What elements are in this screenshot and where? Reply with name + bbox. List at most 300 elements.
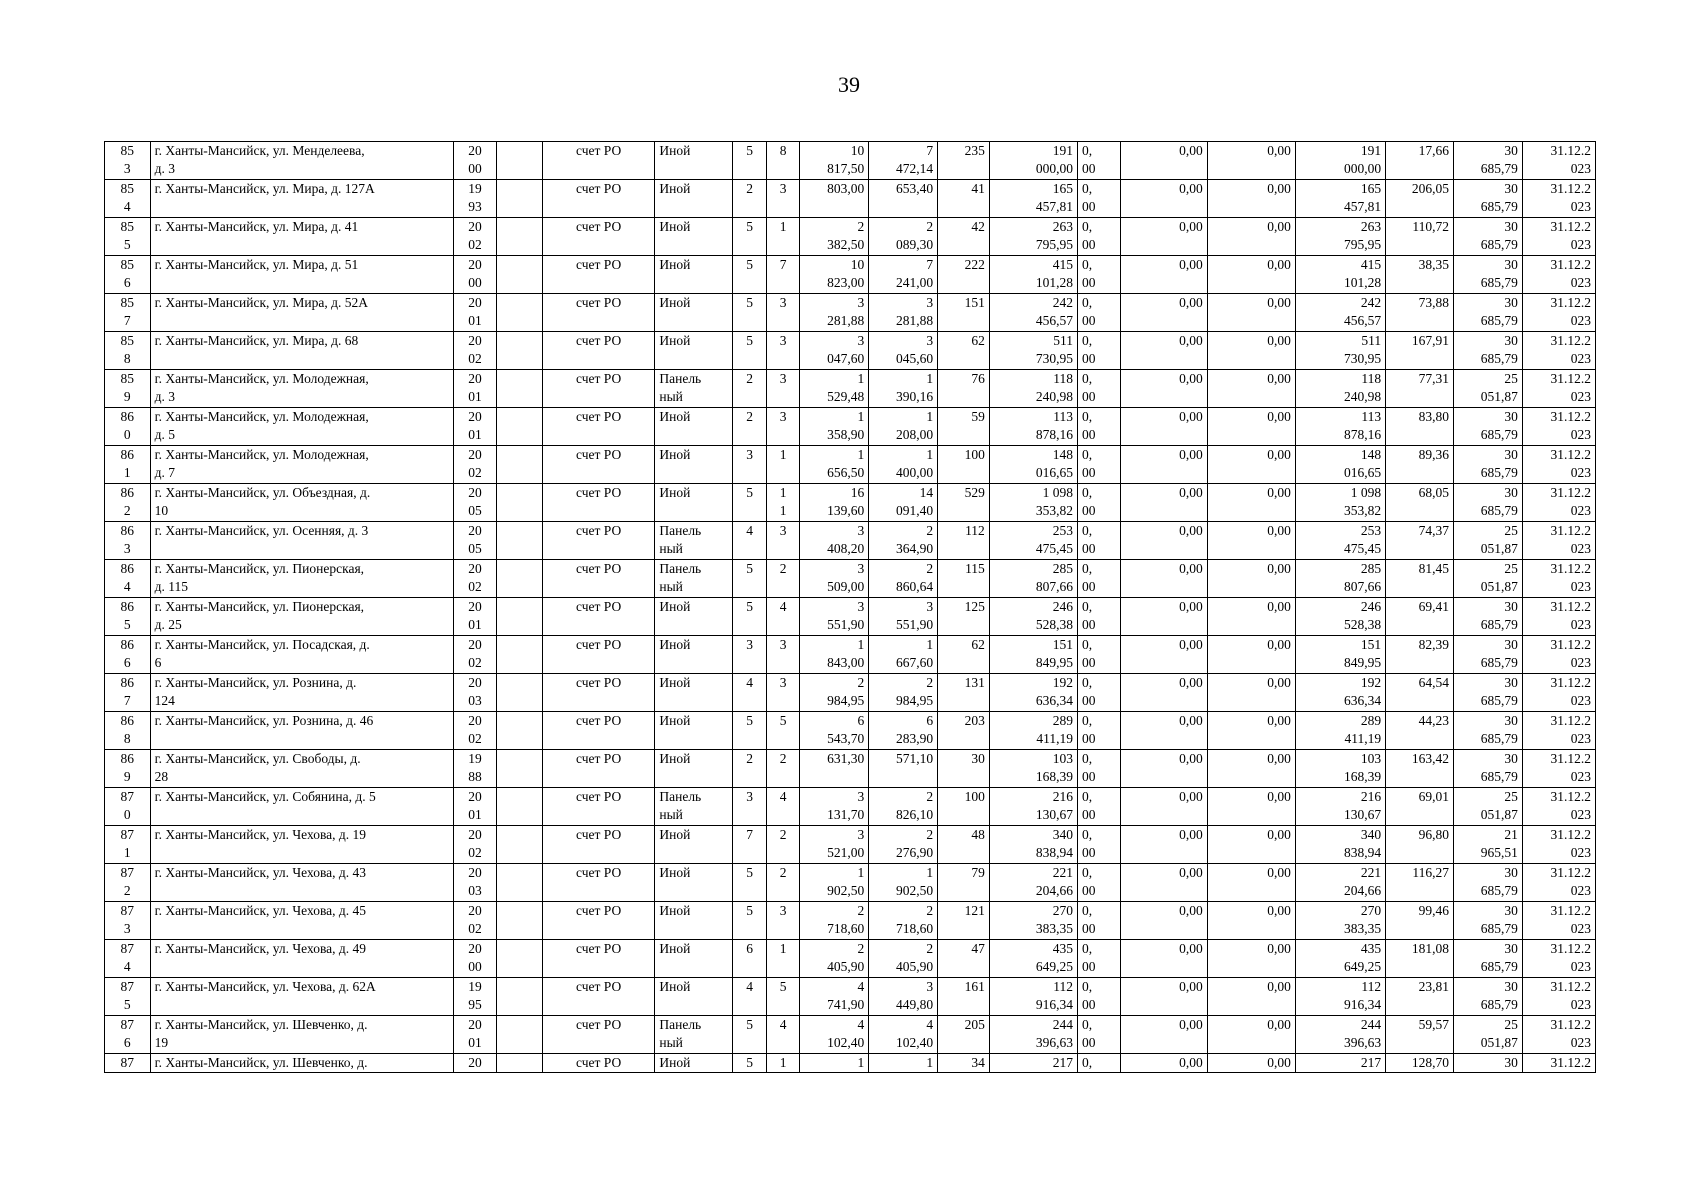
- build-year-cell: 20 02: [453, 446, 497, 484]
- residents-cell: 222: [938, 256, 990, 294]
- owners-funds-cell: 112 916,34: [1295, 978, 1385, 1016]
- deadline-cell: 31.12.2 023: [1522, 294, 1595, 332]
- total-area-cell: 3 131,70: [800, 788, 869, 826]
- limit-cost-cell: 30 685,79: [1453, 408, 1522, 446]
- deadline-cell: 31.12.2: [1522, 1054, 1595, 1073]
- total-area-cell: 1 843,00: [800, 636, 869, 674]
- row-number-cell: 86 9: [105, 750, 151, 788]
- living-area-cell: 3 551,90: [869, 598, 938, 636]
- unit-cost-cell: 163,42: [1386, 750, 1454, 788]
- living-area-cell: 2 860,64: [869, 560, 938, 598]
- wall-material-cell: Иной: [655, 256, 733, 294]
- residents-cell: 76: [938, 370, 990, 408]
- empty-cell: [497, 864, 543, 902]
- wall-material-cell: Панель ный: [655, 560, 733, 598]
- table-row: [105, 408, 1596, 446]
- cost-total-cell: 244 396,63: [989, 1016, 1077, 1054]
- floors-cell: 2: [733, 180, 766, 218]
- residents-cell: 235: [938, 142, 990, 180]
- cost-total-cell: 103 168,39: [989, 750, 1077, 788]
- floors-cell: 5: [733, 1054, 766, 1073]
- address-cell: г. Ханты-Мансийск, ул. Посадская, д. 6: [150, 636, 453, 674]
- region-budget-cell: 0,00: [1120, 826, 1207, 864]
- build-year-cell: 20 05: [453, 484, 497, 522]
- fund-share-cell: 0, 00: [1077, 902, 1120, 940]
- floors-cell: 3: [733, 446, 766, 484]
- funding-source-cell: счет РО: [542, 826, 655, 864]
- limit-cost-cell: 25 051,87: [1453, 788, 1522, 826]
- cost-total-cell: 270 383,35: [989, 902, 1077, 940]
- row-number-cell: 86 4: [105, 560, 151, 598]
- owners-funds-cell: 103 168,39: [1295, 750, 1385, 788]
- wall-material-cell: Иной: [655, 332, 733, 370]
- deadline-cell: 31.12.2 023: [1522, 902, 1595, 940]
- row-number-cell: 85 8: [105, 332, 151, 370]
- table-row: [105, 864, 1596, 902]
- living-area-cell: 6 283,90: [869, 712, 938, 750]
- local-budget-cell: 0,00: [1207, 408, 1295, 446]
- table-row: [105, 370, 1596, 408]
- row-number-cell: 87 6: [105, 1016, 151, 1054]
- funding-source-cell: счет РО: [542, 370, 655, 408]
- residents-cell: 100: [938, 446, 990, 484]
- table-row: [105, 332, 1596, 370]
- limit-cost-cell: 30 685,79: [1453, 294, 1522, 332]
- floors-cell: 5: [733, 332, 766, 370]
- funding-source-cell: счет РО: [542, 522, 655, 560]
- limit-cost-cell: 30: [1453, 1054, 1522, 1073]
- residents-cell: 121: [938, 902, 990, 940]
- local-budget-cell: 0,00: [1207, 750, 1295, 788]
- wall-material-cell: Иной: [655, 864, 733, 902]
- floors-cell: 5: [733, 142, 766, 180]
- address-cell: г. Ханты-Мансийск, ул. Шевченко, д. 19: [150, 1016, 453, 1054]
- funding-source-cell: счет РО: [542, 712, 655, 750]
- row-number-cell: 86 1: [105, 446, 151, 484]
- fund-share-cell: 0, 00: [1077, 750, 1120, 788]
- local-budget-cell: 0,00: [1207, 788, 1295, 826]
- floors-cell: 5: [733, 256, 766, 294]
- cost-total-cell: 165 457,81: [989, 180, 1077, 218]
- local-budget-cell: 0,00: [1207, 484, 1295, 522]
- living-area-cell: 1 390,16: [869, 370, 938, 408]
- table-row: [105, 142, 1596, 180]
- address-cell: г. Ханты-Мансийск, ул. Свободы, д. 28: [150, 750, 453, 788]
- limit-cost-cell: 30 685,79: [1453, 180, 1522, 218]
- address-cell: г. Ханты-Мансийск, ул. Мира, д. 51: [150, 256, 453, 294]
- limit-cost-cell: 21 965,51: [1453, 826, 1522, 864]
- limit-cost-cell: 30 685,79: [1453, 940, 1522, 978]
- fund-share-cell: 0, 00: [1077, 218, 1120, 256]
- wall-material-cell: Панель ный: [655, 1016, 733, 1054]
- region-budget-cell: 0,00: [1120, 142, 1207, 180]
- empty-cell: [497, 750, 543, 788]
- entrances-cell: 3: [766, 674, 799, 712]
- unit-cost-cell: 82,39: [1386, 636, 1454, 674]
- address-cell: г. Ханты-Мансийск, ул. Чехова, д. 49: [150, 940, 453, 978]
- deadline-cell: 31.12.2 023: [1522, 750, 1595, 788]
- funding-source-cell: счет РО: [542, 142, 655, 180]
- deadline-cell: 31.12.2 023: [1522, 940, 1595, 978]
- table-row: [105, 902, 1596, 940]
- limit-cost-cell: 25 051,87: [1453, 1016, 1522, 1054]
- table-row: [105, 256, 1596, 294]
- floors-cell: 4: [733, 978, 766, 1016]
- residents-cell: 203: [938, 712, 990, 750]
- living-area-cell: 2 718,60: [869, 902, 938, 940]
- region-budget-cell: 0,00: [1120, 788, 1207, 826]
- owners-funds-cell: 511 730,95: [1295, 332, 1385, 370]
- empty-cell: [497, 636, 543, 674]
- region-budget-cell: 0,00: [1120, 294, 1207, 332]
- limit-cost-cell: 30 685,79: [1453, 218, 1522, 256]
- funding-source-cell: счет РО: [542, 750, 655, 788]
- empty-cell: [497, 674, 543, 712]
- entrances-cell: 4: [766, 1016, 799, 1054]
- living-area-cell: 3 449,80: [869, 978, 938, 1016]
- living-area-cell: 1 208,00: [869, 408, 938, 446]
- fund-share-cell: 0, 00: [1077, 256, 1120, 294]
- table-row: [105, 712, 1596, 750]
- region-budget-cell: 0,00: [1120, 256, 1207, 294]
- address-cell: г. Ханты-Мансийск, ул. Рознина, д. 46: [150, 712, 453, 750]
- local-budget-cell: 0,00: [1207, 370, 1295, 408]
- cost-total-cell: 511 730,95: [989, 332, 1077, 370]
- fund-share-cell: 0, 00: [1077, 142, 1120, 180]
- table-row: [105, 636, 1596, 674]
- residents-cell: 47: [938, 940, 990, 978]
- owners-funds-cell: 216 130,67: [1295, 788, 1385, 826]
- total-area-cell: 2 405,90: [800, 940, 869, 978]
- total-area-cell: 6 543,70: [800, 712, 869, 750]
- deadline-cell: 31.12.2 023: [1522, 712, 1595, 750]
- region-budget-cell: 0,00: [1120, 598, 1207, 636]
- living-area-cell: 2 364,90: [869, 522, 938, 560]
- floors-cell: 5: [733, 1016, 766, 1054]
- empty-cell: [497, 560, 543, 598]
- cost-total-cell: 221 204,66: [989, 864, 1077, 902]
- cost-total-cell: 148 016,65: [989, 446, 1077, 484]
- funding-source-cell: счет РО: [542, 674, 655, 712]
- residents-cell: 112: [938, 522, 990, 560]
- unit-cost-cell: 44,23: [1386, 712, 1454, 750]
- empty-cell: [497, 522, 543, 560]
- total-area-cell: 10 823,00: [800, 256, 869, 294]
- unit-cost-cell: 69,41: [1386, 598, 1454, 636]
- limit-cost-cell: 30 685,79: [1453, 750, 1522, 788]
- local-budget-cell: 0,00: [1207, 218, 1295, 256]
- row-number-cell: 86 0: [105, 408, 151, 446]
- build-year-cell: 20 03: [453, 864, 497, 902]
- residents-cell: 42: [938, 218, 990, 256]
- unit-cost-cell: 17,66: [1386, 142, 1454, 180]
- entrances-cell: 1: [766, 1054, 799, 1073]
- fund-share-cell: 0, 00: [1077, 674, 1120, 712]
- table-row: [105, 484, 1596, 522]
- unit-cost-cell: 167,91: [1386, 332, 1454, 370]
- deadline-cell: 31.12.2 023: [1522, 408, 1595, 446]
- unit-cost-cell: 64,54: [1386, 674, 1454, 712]
- entrances-cell: 2: [766, 560, 799, 598]
- cost-total-cell: 263 795,95: [989, 218, 1077, 256]
- entrances-cell: 3: [766, 636, 799, 674]
- owners-funds-cell: 192 636,34: [1295, 674, 1385, 712]
- address-cell: г. Ханты-Мансийск, ул. Молодежная, д. 5: [150, 408, 453, 446]
- residents-cell: 125: [938, 598, 990, 636]
- owners-funds-cell: 435 649,25: [1295, 940, 1385, 978]
- unit-cost-cell: 23,81: [1386, 978, 1454, 1016]
- deadline-cell: 31.12.2 023: [1522, 446, 1595, 484]
- deadline-cell: 31.12.2 023: [1522, 522, 1595, 560]
- owners-funds-cell: 148 016,65: [1295, 446, 1385, 484]
- build-year-cell: 20 00: [453, 256, 497, 294]
- fund-share-cell: 0, 00: [1077, 788, 1120, 826]
- unit-cost-cell: 74,37: [1386, 522, 1454, 560]
- build-year-cell: 19 95: [453, 978, 497, 1016]
- entrances-cell: 5: [766, 978, 799, 1016]
- residents-cell: 48: [938, 826, 990, 864]
- cost-total-cell: 253 475,45: [989, 522, 1077, 560]
- floors-cell: 4: [733, 674, 766, 712]
- entrances-cell: 3: [766, 902, 799, 940]
- residents-cell: 131: [938, 674, 990, 712]
- living-area-cell: 2 276,90: [869, 826, 938, 864]
- empty-cell: [497, 294, 543, 332]
- entrances-cell: 3: [766, 522, 799, 560]
- build-year-cell: 20 01: [453, 788, 497, 826]
- limit-cost-cell: 25 051,87: [1453, 370, 1522, 408]
- fund-share-cell: 0, 00: [1077, 598, 1120, 636]
- deadline-cell: 31.12.2 023: [1522, 370, 1595, 408]
- limit-cost-cell: 30 685,79: [1453, 864, 1522, 902]
- address-cell: г. Ханты-Мансийск, ул. Пионерская, д. 25: [150, 598, 453, 636]
- wall-material-cell: Иной: [655, 598, 733, 636]
- residents-cell: 59: [938, 408, 990, 446]
- total-area-cell: 3 509,00: [800, 560, 869, 598]
- local-budget-cell: 0,00: [1207, 674, 1295, 712]
- entrances-cell: 8: [766, 142, 799, 180]
- address-cell: г. Ханты-Мансийск, ул. Собянина, д. 5: [150, 788, 453, 826]
- owners-funds-cell: 285 807,66: [1295, 560, 1385, 598]
- wall-material-cell: Иной: [655, 294, 733, 332]
- empty-cell: [497, 218, 543, 256]
- residents-cell: 115: [938, 560, 990, 598]
- entrances-cell: 3: [766, 408, 799, 446]
- build-year-cell: 20 00: [453, 142, 497, 180]
- entrances-cell: 4: [766, 598, 799, 636]
- local-budget-cell: 0,00: [1207, 332, 1295, 370]
- empty-cell: [497, 484, 543, 522]
- total-area-cell: 2 984,95: [800, 674, 869, 712]
- cost-total-cell: 285 807,66: [989, 560, 1077, 598]
- living-area-cell: 3 045,60: [869, 332, 938, 370]
- residents-cell: 151: [938, 294, 990, 332]
- local-budget-cell: 0,00: [1207, 940, 1295, 978]
- region-budget-cell: 0,00: [1120, 180, 1207, 218]
- local-budget-cell: 0,00: [1207, 902, 1295, 940]
- address-cell: г. Ханты-Мансийск, ул. Чехова, д. 43: [150, 864, 453, 902]
- region-budget-cell: 0,00: [1120, 218, 1207, 256]
- row-number-cell: 85 3: [105, 142, 151, 180]
- floors-cell: 7: [733, 826, 766, 864]
- unit-cost-cell: 73,88: [1386, 294, 1454, 332]
- deadline-cell: 31.12.2 023: [1522, 978, 1595, 1016]
- row-number-cell: 86 2: [105, 484, 151, 522]
- funding-source-cell: счет РО: [542, 864, 655, 902]
- empty-cell: [497, 256, 543, 294]
- row-number-cell: 86 3: [105, 522, 151, 560]
- row-number-cell: 86 5: [105, 598, 151, 636]
- owners-funds-cell: 263 795,95: [1295, 218, 1385, 256]
- floors-cell: 5: [733, 864, 766, 902]
- cost-total-cell: 289 411,19: [989, 712, 1077, 750]
- owners-funds-cell: 118 240,98: [1295, 370, 1385, 408]
- deadline-cell: 31.12.2 023: [1522, 788, 1595, 826]
- unit-cost-cell: 110,72: [1386, 218, 1454, 256]
- residents-cell: 30: [938, 750, 990, 788]
- table-row: [105, 1016, 1596, 1054]
- living-area-cell: 14 091,40: [869, 484, 938, 522]
- row-number-cell: 87 5: [105, 978, 151, 1016]
- wall-material-cell: Иной: [655, 712, 733, 750]
- region-budget-cell: 0,00: [1120, 978, 1207, 1016]
- wall-material-cell: Иной: [655, 142, 733, 180]
- address-cell: г. Ханты-Мансийск, ул. Объездная, д. 10: [150, 484, 453, 522]
- fund-share-cell: 0, 00: [1077, 826, 1120, 864]
- unit-cost-cell: 206,05: [1386, 180, 1454, 218]
- entrances-cell: 7: [766, 256, 799, 294]
- funding-source-cell: счет РО: [542, 408, 655, 446]
- fund-share-cell: 0, 00: [1077, 408, 1120, 446]
- local-budget-cell: 0,00: [1207, 1054, 1295, 1073]
- region-budget-cell: 0,00: [1120, 370, 1207, 408]
- cost-total-cell: 242 456,57: [989, 294, 1077, 332]
- living-area-cell: 1 400,00: [869, 446, 938, 484]
- unit-cost-cell: 181,08: [1386, 940, 1454, 978]
- unit-cost-cell: 128,70: [1386, 1054, 1454, 1073]
- living-area-cell: 1: [869, 1054, 938, 1073]
- address-cell: г. Ханты-Мансийск, ул. Мира, д. 52А: [150, 294, 453, 332]
- fund-share-cell: 0, 00: [1077, 712, 1120, 750]
- limit-cost-cell: 30 685,79: [1453, 484, 1522, 522]
- fund-share-cell: 0, 00: [1077, 446, 1120, 484]
- deadline-cell: 31.12.2 023: [1522, 674, 1595, 712]
- build-year-cell: 19 88: [453, 750, 497, 788]
- table-row: [105, 522, 1596, 560]
- build-year-cell: 20 01: [453, 598, 497, 636]
- cost-total-cell: 151 849,95: [989, 636, 1077, 674]
- limit-cost-cell: 30 685,79: [1453, 674, 1522, 712]
- living-area-cell: 4 102,40: [869, 1016, 938, 1054]
- entrances-cell: 2: [766, 864, 799, 902]
- fund-share-cell: 0, 00: [1077, 180, 1120, 218]
- limit-cost-cell: 30 685,79: [1453, 256, 1522, 294]
- table-row: [105, 218, 1596, 256]
- living-area-cell: 2 089,30: [869, 218, 938, 256]
- local-budget-cell: 0,00: [1207, 712, 1295, 750]
- limit-cost-cell: 30 685,79: [1453, 142, 1522, 180]
- floors-cell: 5: [733, 484, 766, 522]
- total-area-cell: 10 817,50: [800, 142, 869, 180]
- floors-cell: 5: [733, 712, 766, 750]
- living-area-cell: 7 472,14: [869, 142, 938, 180]
- row-number-cell: 85 6: [105, 256, 151, 294]
- fund-share-cell: 0, 00: [1077, 484, 1120, 522]
- row-number-cell: 87: [105, 1054, 151, 1073]
- fund-share-cell: 0, 00: [1077, 636, 1120, 674]
- row-number-cell: 85 5: [105, 218, 151, 256]
- cost-total-cell: 435 649,25: [989, 940, 1077, 978]
- unit-cost-cell: 59,57: [1386, 1016, 1454, 1054]
- owners-funds-cell: 340 838,94: [1295, 826, 1385, 864]
- unit-cost-cell: 96,80: [1386, 826, 1454, 864]
- total-area-cell: 4 102,40: [800, 1016, 869, 1054]
- entrances-cell: 2: [766, 826, 799, 864]
- address-cell: г. Ханты-Мансийск, ул. Чехова, д. 45: [150, 902, 453, 940]
- build-year-cell: 20 01: [453, 370, 497, 408]
- residents-cell: 79: [938, 864, 990, 902]
- deadline-cell: 31.12.2 023: [1522, 560, 1595, 598]
- funding-source-cell: счет РО: [542, 218, 655, 256]
- empty-cell: [497, 712, 543, 750]
- table-row: [105, 180, 1596, 218]
- wall-material-cell: Иной: [655, 826, 733, 864]
- build-year-cell: 20 02: [453, 712, 497, 750]
- wall-material-cell: Иной: [655, 484, 733, 522]
- residents-cell: 100: [938, 788, 990, 826]
- fund-share-cell: 0, 00: [1077, 370, 1120, 408]
- fund-share-cell: 0, 00: [1077, 332, 1120, 370]
- wall-material-cell: Иной: [655, 674, 733, 712]
- table-row: [105, 674, 1596, 712]
- address-cell: г. Ханты-Мансийск, ул. Осенняя, д. 3: [150, 522, 453, 560]
- wall-material-cell: Иной: [655, 750, 733, 788]
- wall-material-cell: Иной: [655, 1054, 733, 1073]
- living-area-cell: 7 241,00: [869, 256, 938, 294]
- entrances-cell: 4: [766, 788, 799, 826]
- region-budget-cell: 0,00: [1120, 674, 1207, 712]
- owners-funds-cell: 217: [1295, 1054, 1385, 1073]
- empty-cell: [497, 788, 543, 826]
- deadline-cell: 31.12.2 023: [1522, 218, 1595, 256]
- empty-cell: [497, 408, 543, 446]
- funding-source-cell: счет РО: [542, 1054, 655, 1073]
- row-number-cell: 85 9: [105, 370, 151, 408]
- table-row: [105, 598, 1596, 636]
- wall-material-cell: Панель ный: [655, 522, 733, 560]
- row-number-cell: 87 0: [105, 788, 151, 826]
- owners-funds-cell: 242 456,57: [1295, 294, 1385, 332]
- region-budget-cell: 0,00: [1120, 1016, 1207, 1054]
- total-area-cell: 4 741,90: [800, 978, 869, 1016]
- deadline-cell: 31.12.2 023: [1522, 598, 1595, 636]
- wall-material-cell: Иной: [655, 978, 733, 1016]
- local-budget-cell: 0,00: [1207, 826, 1295, 864]
- cost-total-cell: 192 636,34: [989, 674, 1077, 712]
- entrances-cell: 3: [766, 370, 799, 408]
- living-area-cell: 2 984,95: [869, 674, 938, 712]
- address-cell: г. Ханты-Мансийск, ул. Мира, д. 68: [150, 332, 453, 370]
- local-budget-cell: 0,00: [1207, 978, 1295, 1016]
- floors-cell: 3: [733, 636, 766, 674]
- region-budget-cell: 0,00: [1120, 1054, 1207, 1073]
- owners-funds-cell: 165 457,81: [1295, 180, 1385, 218]
- local-budget-cell: 0,00: [1207, 522, 1295, 560]
- fund-share-cell: 0, 00: [1077, 864, 1120, 902]
- address-cell: г. Ханты-Мансийск, ул. Мира, д. 127А: [150, 180, 453, 218]
- floors-cell: 5: [733, 218, 766, 256]
- living-area-cell: 2 405,90: [869, 940, 938, 978]
